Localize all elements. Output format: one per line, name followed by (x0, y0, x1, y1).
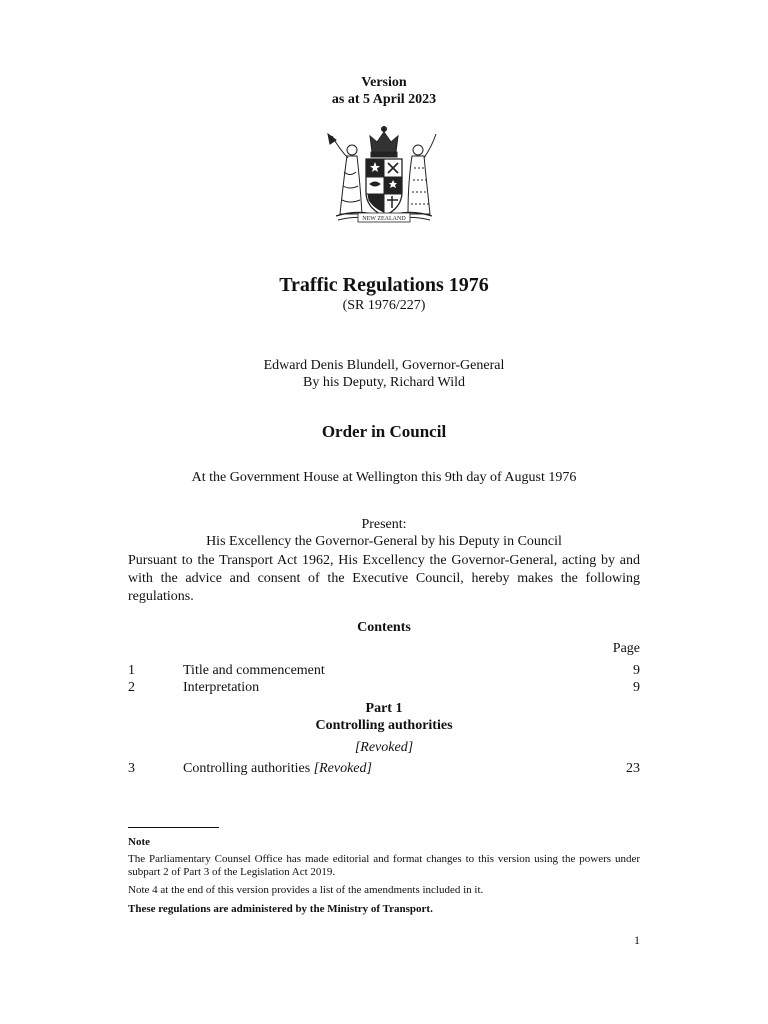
note-heading: Note (128, 836, 150, 848)
toc-part-title[interactable]: Controlling authorities (315, 718, 453, 733)
toc-part-status: [Revoked] (354, 740, 414, 755)
governor-general-block (0, 357, 768, 391)
administering-ministry-note: These regulations are administered by the Ministry of Transport. (128, 903, 433, 915)
place-date-line: At the Government House at Wellington this 9th day of August 1976 (191, 470, 577, 485)
version-label: Version (361, 75, 407, 90)
footnote-divider (128, 827, 219, 828)
order-in-council-heading: Order in Council (321, 422, 447, 441)
governor-general-name: Edward Denis Blundell, Governor-General (263, 358, 505, 373)
note-paragraph: Note 4 at the end of this version provides a list of the amendments included in it. (128, 884, 484, 896)
toc-row-label[interactable] (183, 761, 372, 777)
page-column-label: Page (612, 641, 640, 656)
toc-row-number: 1 (128, 663, 135, 678)
document-reference: (SR 1976/227) (342, 298, 426, 313)
toc-row[interactable] (128, 663, 640, 681)
toc-row-page: 23 (626, 761, 640, 776)
governor-deputy: By his Deputy, Richard Wild (303, 375, 465, 390)
toc-row-number: 2 (128, 680, 135, 695)
toc-row-label[interactable]: Title and commencement (183, 663, 325, 678)
note-paragraph: The Parliamentary Counsel Office has made editorial and format changes to this version using the powers under subpart 2 of Part 3 of the Legislation Act 2019. (128, 853, 640, 878)
toc-row-label-text: Controlling authorities (183, 761, 311, 776)
toc-row-page: 9 (633, 663, 640, 678)
present-label: Present: (361, 517, 407, 532)
toc-part-number[interactable]: Part 1 (365, 701, 403, 716)
document-title: Traffic Regulations 1976 (279, 274, 489, 296)
contents-heading: Contents (357, 620, 411, 635)
crest-banner: NEW ZEALAND (362, 216, 406, 222)
version-header (0, 74, 768, 108)
toc-row[interactable] (128, 680, 640, 698)
toc-row-number: 3 (128, 761, 135, 776)
toc-row[interactable] (128, 761, 640, 779)
toc-row-page: 9 (633, 680, 640, 695)
page-number: 1 (634, 933, 640, 947)
version-date: as at 5 April 2023 (331, 92, 437, 107)
coat-of-arms-icon (322, 122, 446, 228)
toc-row-label[interactable]: Interpretation (183, 680, 260, 695)
present-block (0, 516, 768, 550)
enacting-paragraph: Pursuant to the Transport Act 1962, His Excellency the Governor-General, acting by and with the advice and consent of the Executive Council, hereby makes the following regulations. (128, 553, 640, 604)
toc-row-revoked: [Revoked] (313, 761, 372, 776)
present-members: His Excellency the Governor-General by his Deputy in Council (206, 534, 562, 549)
